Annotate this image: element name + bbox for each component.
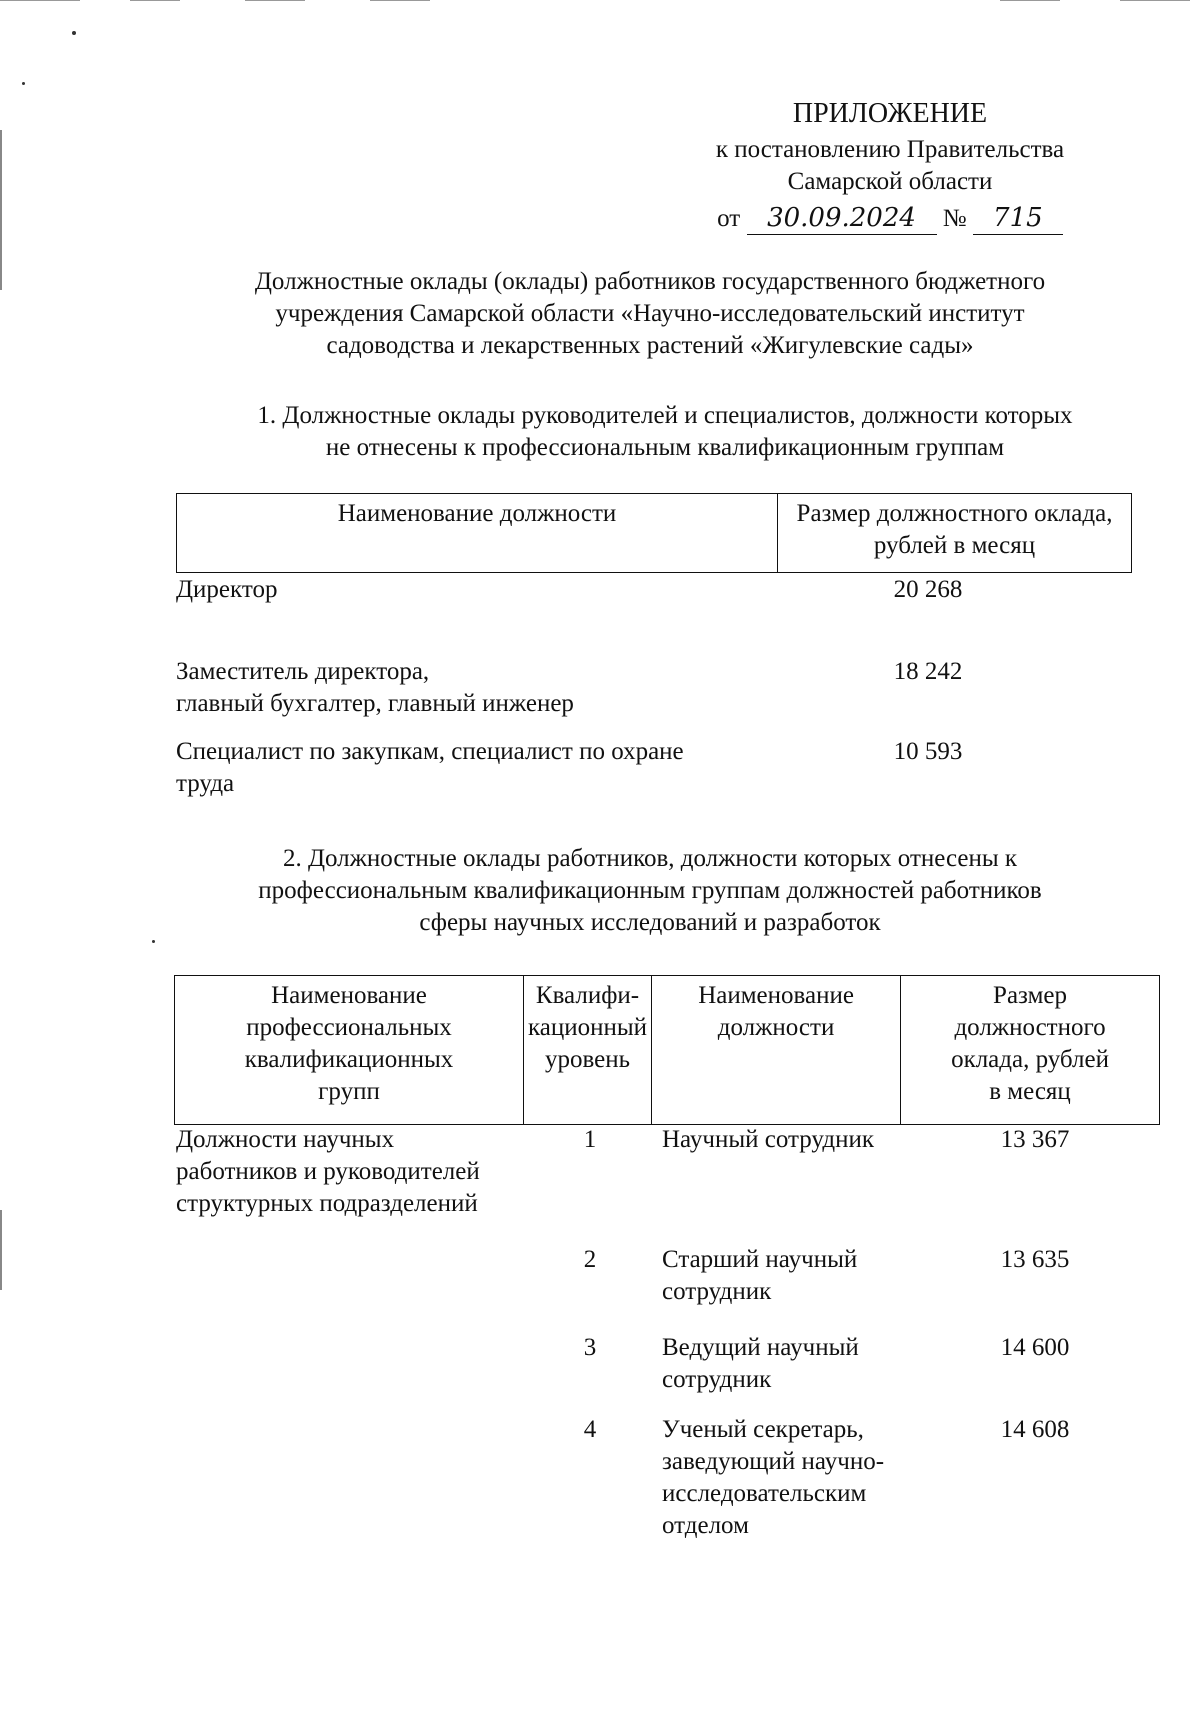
appendix-line-resolution: к постановлению Правительства [715, 136, 1065, 163]
scan-mark [1120, 0, 1190, 1]
handwritten-date: 30.09.2024 [747, 202, 937, 235]
scan-mark [130, 0, 180, 1]
handwritten-number: 715 [973, 202, 1063, 235]
group-line: структурных подразделений [176, 1190, 478, 1217]
section-heading-line: не отнесены к профессиональным квалификационным группам [325, 434, 1005, 461]
group-line: работников и руководителей [176, 1158, 480, 1185]
header-line: квалификационных [244, 1046, 454, 1073]
header-line: групп [318, 1078, 380, 1105]
scan-speck [22, 82, 25, 85]
table-1-row-salary: 18 242 [893, 658, 963, 685]
header-line: Размер [993, 982, 1067, 1009]
salary-table-1-header [176, 493, 1132, 573]
scan-edge [0, 130, 2, 290]
qualification-level: 3 [583, 1334, 597, 1361]
position-name [662, 1414, 952, 1542]
column-header-salary-line: Размер должностного оклада, [796, 500, 1113, 527]
header-line: в месяц [989, 1078, 1071, 1105]
document-title [160, 266, 1140, 362]
column-header-salary [778, 494, 1132, 573]
header-line: Наименование [271, 982, 427, 1009]
header-line: Квалифи- [535, 982, 640, 1009]
date-prefix: от [717, 205, 741, 232]
header-line: должностного [954, 1014, 1106, 1041]
header-line: Наименование [698, 982, 854, 1009]
title-line: садоводства и лекарственных растений «Жигулевские сады» [326, 332, 974, 359]
table-1-row-salary: 10 593 [893, 738, 963, 765]
position-name [662, 1124, 922, 1156]
column-header-group [175, 976, 524, 1125]
salary-table-2-header [174, 975, 1160, 1125]
position-line: отделом [662, 1512, 749, 1539]
table-1-row-position [176, 736, 776, 800]
qualification-level: 2 [583, 1246, 597, 1273]
position-line: сотрудник [662, 1366, 772, 1393]
header-line: кационный [528, 1014, 648, 1041]
position-line: главный бухгалтер, главный инженер [176, 690, 574, 717]
position-name [662, 1332, 922, 1396]
appendix-line-region: Самарской области [787, 168, 993, 195]
position-line: заведующий научно- [662, 1448, 885, 1475]
qualification-level: 4 [583, 1416, 597, 1443]
salary-value: 13 367 [1000, 1126, 1070, 1153]
column-header-salary [901, 976, 1160, 1125]
section-heading-line: 1. Должностные оклады руководителей и специалистов, должности которых [257, 402, 1073, 429]
position-line: Ведущий научный [662, 1334, 859, 1361]
appendix-label: ПРИЛОЖЕНИЕ [792, 98, 988, 129]
salary-value: 13 635 [1000, 1246, 1070, 1273]
position-line: Научный сотрудник [662, 1126, 874, 1153]
salary-value: 14 600 [1000, 1334, 1070, 1361]
table-1-row-position: Директор [176, 576, 278, 603]
section-1-heading [200, 400, 1130, 464]
table-1-row-salary: 20 268 [893, 576, 963, 603]
appendix-date-line [640, 202, 1140, 235]
scan-mark [245, 0, 305, 1]
column-header-level [524, 976, 652, 1125]
column-header-position: Наименование должности [177, 494, 778, 573]
header-line: уровень [545, 1046, 631, 1073]
position-line: сотрудник [662, 1278, 772, 1305]
scan-mark [370, 0, 430, 1]
title-line: Должностные оклады (оклады) работников государственного бюджетного [254, 268, 1046, 295]
salary-value: 14 608 [1000, 1416, 1070, 1443]
header-line: оклада, рублей [951, 1046, 1109, 1073]
position-line: Специалист по закупкам, специалист по охране [176, 738, 684, 765]
section-heading-line: профессиональным квалификационным группам должностей работников [258, 877, 1042, 904]
scan-edge [0, 1210, 2, 1290]
position-line: исследовательским [662, 1480, 867, 1507]
section-heading-line: сферы научных исследований и разработок [419, 909, 881, 936]
title-line: учреждения Самарской области «Научно-исследовательский институт [275, 300, 1025, 327]
scan-mark [1000, 0, 1060, 1]
header-line: должности [717, 1014, 835, 1041]
column-header-position [652, 976, 901, 1125]
position-line: Заместитель директора, [176, 658, 430, 685]
number-prefix: № [942, 205, 967, 232]
column-header-salary-line: рублей в месяц [873, 532, 1036, 559]
group-line: Должности научных [176, 1126, 395, 1153]
scan-speck [72, 31, 76, 35]
section-heading-line: 2. Должностные оклады работников, должности которых отнесены к [282, 845, 1018, 872]
table-1-row-position [176, 656, 736, 720]
position-line: Ученый секретарь, [662, 1416, 864, 1443]
position-line: Старший научный [662, 1246, 858, 1273]
scan-mark [0, 0, 80, 1]
scan-speck [152, 940, 155, 943]
appendix-header [640, 98, 1140, 235]
position-name [662, 1244, 922, 1308]
position-line: труда [176, 770, 235, 797]
qualification-group-name [176, 1124, 536, 1220]
qualification-level: 1 [583, 1126, 597, 1153]
header-line: профессиональных [246, 1014, 452, 1041]
section-2-heading [160, 843, 1140, 939]
